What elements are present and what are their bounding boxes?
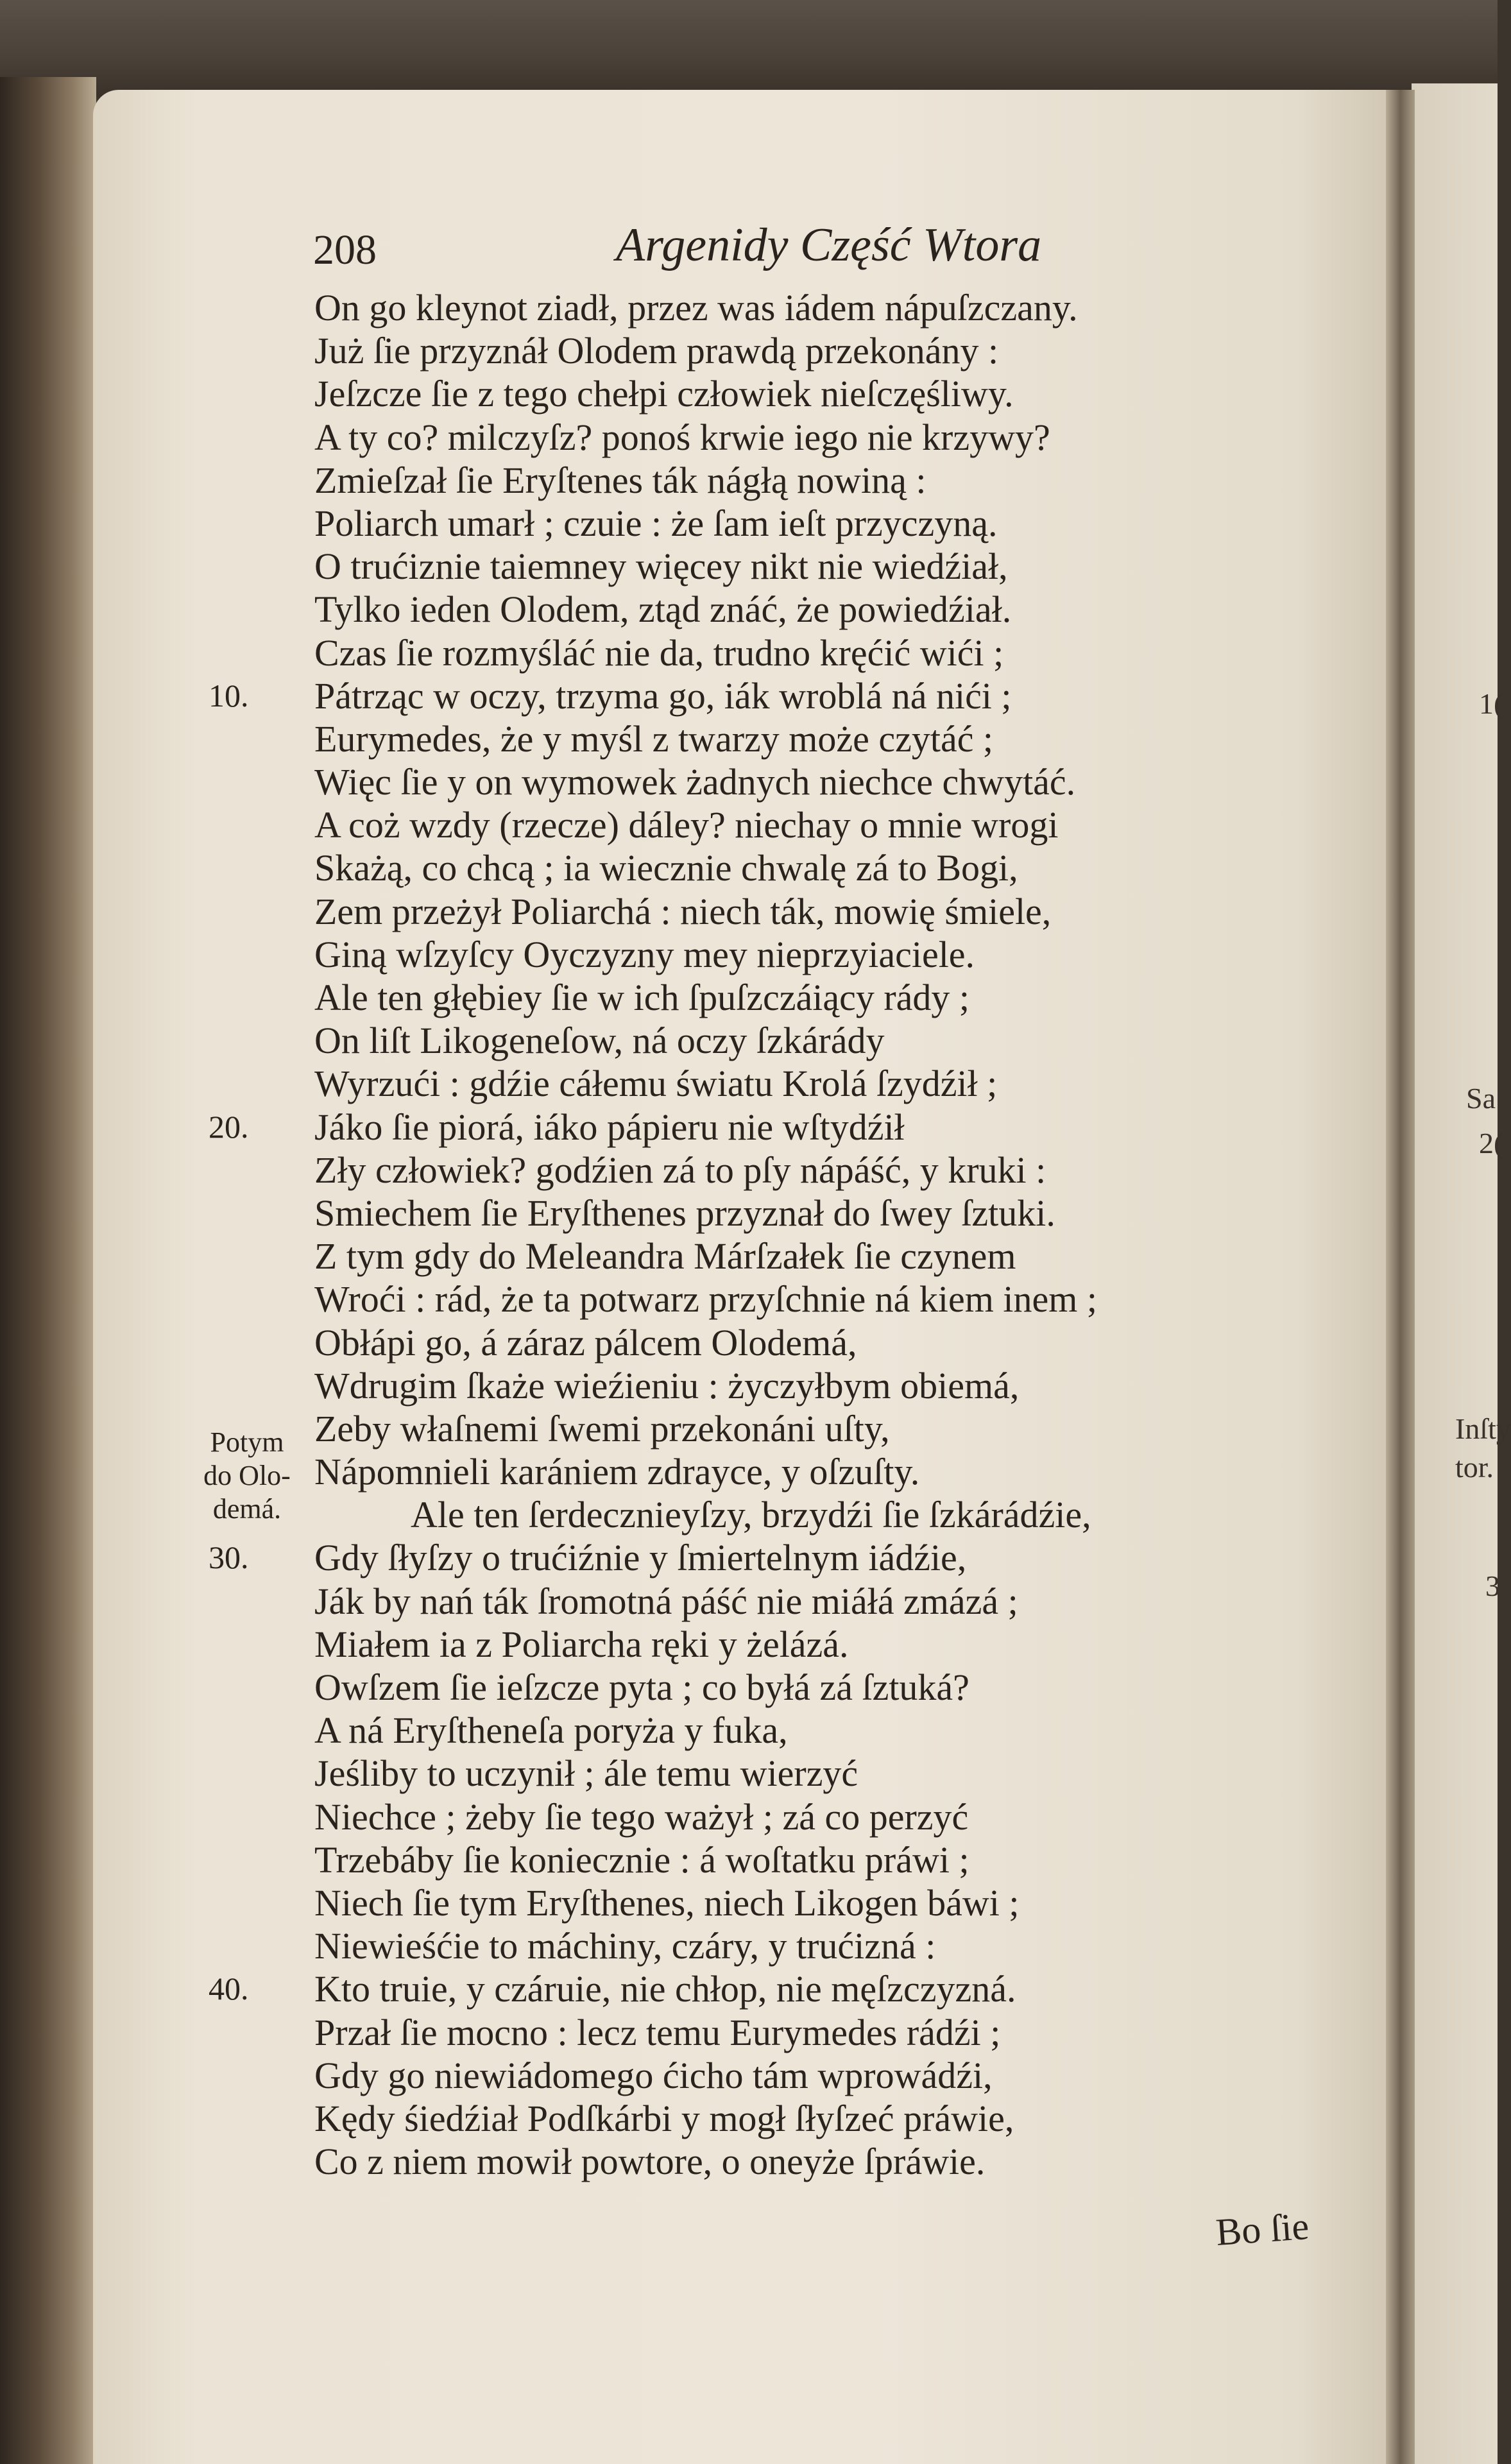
- verse-line: [314, 545, 1097, 588]
- verse-text: Przał ſie mocno : lecz temu Eurymedes rádźi ;: [314, 2011, 1001, 2053]
- verse-text: Gdy go niewiádomego ćicho tám wprowádźi,: [314, 2054, 993, 2096]
- page-number: 208: [313, 227, 377, 273]
- verse-text: Zły człowiek? godźien zá to pſy nápáść, y kruki :: [314, 1149, 1046, 1191]
- verse-text: Niewieśćie to máchiny, czáry, y trućizná :: [314, 1925, 936, 1967]
- verse-text: Co z niem mowił powtore, o oneyże ſpráwie.: [314, 2141, 986, 2183]
- line-number: 30.: [209, 1539, 249, 1576]
- verse-text: A ty co? milczyſz? ponoś krwie iego nie krzywy?: [314, 416, 1050, 458]
- verse-line: [314, 717, 1097, 760]
- verse-text: Gdy ſłyſzy o trućiźnie y ſmiertelnym iádźie,: [314, 1537, 967, 1579]
- verse-line: [314, 372, 1097, 415]
- verse-line: [314, 459, 1097, 502]
- verse-text: Z tym gdy do Meleandra Márſzałek ſie czynem: [314, 1235, 1016, 1278]
- verse-line: [314, 1407, 1097, 1450]
- verse-line: [314, 1493, 1097, 1536]
- line-number: 40.: [209, 1971, 249, 2007]
- margin-note-line: do Olo-: [203, 1460, 291, 1491]
- catchword: Bo ſie: [1214, 2205, 1311, 2254]
- verse-line: [209, 674, 1097, 717]
- verse-text: Eurymedes, że y myśl z twarzy może czytáć ;: [314, 717, 994, 760]
- verse-text: A coż wzdy (rzecze) dáley? niechay o mnie wrogi: [314, 804, 1059, 846]
- margin-note-line: Potym: [210, 1426, 284, 1458]
- verse-text: Jeśliby to uczynił ; ále temu wierzyć: [314, 1752, 858, 1795]
- verse-line: [314, 1149, 1097, 1192]
- verse-text: Jeſzcze ſie z tego chełpi człowiek nieſczęśliwy.: [314, 373, 1014, 415]
- verse-line: [314, 2140, 1097, 2183]
- verse-line: [314, 1666, 1097, 1709]
- verse-line: [314, 2054, 1097, 2097]
- margin-note-line: demá.: [212, 1493, 282, 1525]
- verse-line: [314, 803, 1097, 846]
- verse-line: [314, 2011, 1097, 2054]
- verse-text: Wdrugim ſkaże wieźieniu : życzyłbym obiemá,: [314, 1364, 1020, 1407]
- verse-text: Jáko ſie piorá, iáko pápieru nie wſtydźił: [314, 1106, 905, 1148]
- verse-text: Miałem ia z Poliarcha ręki y żelázá.: [314, 1623, 849, 1665]
- verse-line: [314, 286, 1097, 329]
- verse-text: Wroći : rád, że ta potwarz przyſchnie ná kiem inem ;: [314, 1278, 1097, 1321]
- verse-line: [314, 1321, 1097, 1364]
- verse-text: Czas ſie rozmyśláć nie da, trudno kręćić wići ;: [314, 631, 1004, 674]
- verse-text: Kędy śiedźiał Podſkárbi y mogł ſłyſzeć práwie,: [314, 2097, 1014, 2139]
- facing-page-fragment: Inſty: [1455, 1412, 1511, 1445]
- facing-page-fragment: tor.: [1455, 1451, 1494, 1484]
- verse-line: [314, 1580, 1097, 1623]
- verse-text: Obłápi go, á záraz pálcem Olodemá,: [314, 1321, 857, 1364]
- verse-line: [314, 416, 1097, 459]
- book-gutter: [1386, 90, 1415, 2464]
- verse-line: [314, 1881, 1097, 1924]
- verse-line: [314, 1019, 1097, 1062]
- verse-text: Skażą, co chcą ; ia wiecznie chwalę zá to Bogi,: [314, 847, 1018, 889]
- page-stack-edge: [0, 77, 96, 2464]
- verse-text: Pátrząc w oczy, trzyma go, iák wroblá ná nići ;: [314, 674, 1012, 717]
- line-number: 10.: [209, 677, 249, 714]
- verse-line: [314, 2097, 1097, 2140]
- verse-line: [314, 890, 1097, 933]
- verse-line: [314, 1924, 1097, 1967]
- facing-page-fragment: 2(: [1479, 1127, 1504, 1159]
- facing-page-fragment: Sa: [1466, 1082, 1496, 1115]
- verse-text: Zem przeżył Poliarchá : niech ták, mowię śmiele,: [314, 890, 1052, 932]
- verse-line: [314, 631, 1097, 674]
- verse-line: [314, 976, 1097, 1019]
- verse-line: [314, 1450, 1097, 1493]
- margin-note: [192, 1426, 302, 1526]
- verse-line: [314, 1364, 1097, 1407]
- verse-line: [314, 1192, 1097, 1235]
- verse-line: [314, 1278, 1097, 1321]
- facing-page: [1412, 83, 1511, 2464]
- verse-text: Trzebáby ſie koniecznie : á woſtatku práwi ;: [314, 1838, 969, 1881]
- facing-page-fragment: 3: [1485, 1570, 1500, 1602]
- running-title: Argenidy Część Wtora: [616, 219, 1042, 271]
- verse-line: [314, 588, 1097, 631]
- verse-text: Ják by nań ták ſromotná páść nie miáłá zmázá ;: [314, 1580, 1018, 1622]
- verse-text: Ale ten ſerdecznieyſzy, brzydźi ſie ſzkárádźie,: [411, 1494, 1091, 1536]
- facing-page-fragment: 1(: [1479, 687, 1504, 720]
- verse-text: Niech ſie tym Eryſthenes, niech Likogen báwi ;: [314, 1881, 1020, 1924]
- verse-text: Nápomnieli karániem zdrayce, y oſzuſty.: [314, 1451, 920, 1493]
- verse-text: A ná Eryſtheneſa poryża y fuka,: [314, 1709, 788, 1752]
- verse-text: Giną wſzyſcy Oyczyzny mey nieprzyiaciele.: [314, 933, 975, 975]
- verse-line: [314, 1623, 1097, 1666]
- verse-line: [314, 1235, 1097, 1278]
- verse-line: [314, 1752, 1097, 1795]
- verse-text: Więc ſie y on wymowek żadnych niechce chwytáć.: [314, 761, 1076, 803]
- verse-text: Owſzem ſie ieſzcze pyta ; co byłá zá ſztuká?: [314, 1666, 969, 1708]
- verse-line: [314, 846, 1097, 889]
- verse-text: Już ſie przyznáł Olodem prawdą przekonány :: [314, 330, 999, 372]
- verse-line: [314, 502, 1097, 545]
- verse-line: [314, 1838, 1097, 1881]
- verse-line: [314, 1709, 1097, 1752]
- verse-line: [209, 1536, 1097, 1579]
- verse-text: On go kleynot ziadł, przez was iádem nápuſzczany.: [314, 287, 1078, 329]
- verse-text: Poliarch umarł ; czuie : że ſam ieſt przyczyną.: [314, 502, 998, 544]
- verse-text: Zmieſzał ſie Eryſtenes ták nágłą nowiną :: [314, 459, 926, 501]
- verse-line: [209, 1106, 1097, 1149]
- verse-text: Niechce ; żeby ſie tego ważył ; zá co perzyć: [314, 1795, 969, 1838]
- verse-text: Wyrzući : gdźie cáłemu światu Krolá ſzydźił ;: [314, 1063, 998, 1105]
- line-number: 20.: [209, 1108, 249, 1145]
- verse-text: Smiechem ſie Eryſthenes przyznał do ſwey ſztuki.: [314, 1192, 1055, 1234]
- verse-line: [314, 1795, 1097, 1838]
- verse-text: O trućiznie taiemney więcey nikt nie wiedźiał,: [314, 545, 1008, 588]
- verse-text: On liſt Likogeneſow, ná oczy ſzkárády: [314, 1020, 885, 1062]
- verse-text: Ale ten głębiey ſie w ich ſpuſzczáiący rády ;: [314, 977, 970, 1018]
- verse-text: Tylko ieden Olodem, ztąd znáć, że powiedźiał.: [314, 588, 1012, 631]
- verse-text: Zeby właſnemi ſwemi przekonáni uſty,: [314, 1407, 890, 1450]
- book-cover-top: [0, 0, 1498, 96]
- verse-line: [314, 933, 1097, 976]
- verse-text: Kto truie, y czáruie, nie chłop, nie męſzczyzná.: [314, 1968, 1016, 2010]
- verse-line: [314, 329, 1097, 372]
- verse-line: [209, 1967, 1097, 2010]
- verse-line: [314, 760, 1097, 803]
- verse-line: [314, 1062, 1097, 1105]
